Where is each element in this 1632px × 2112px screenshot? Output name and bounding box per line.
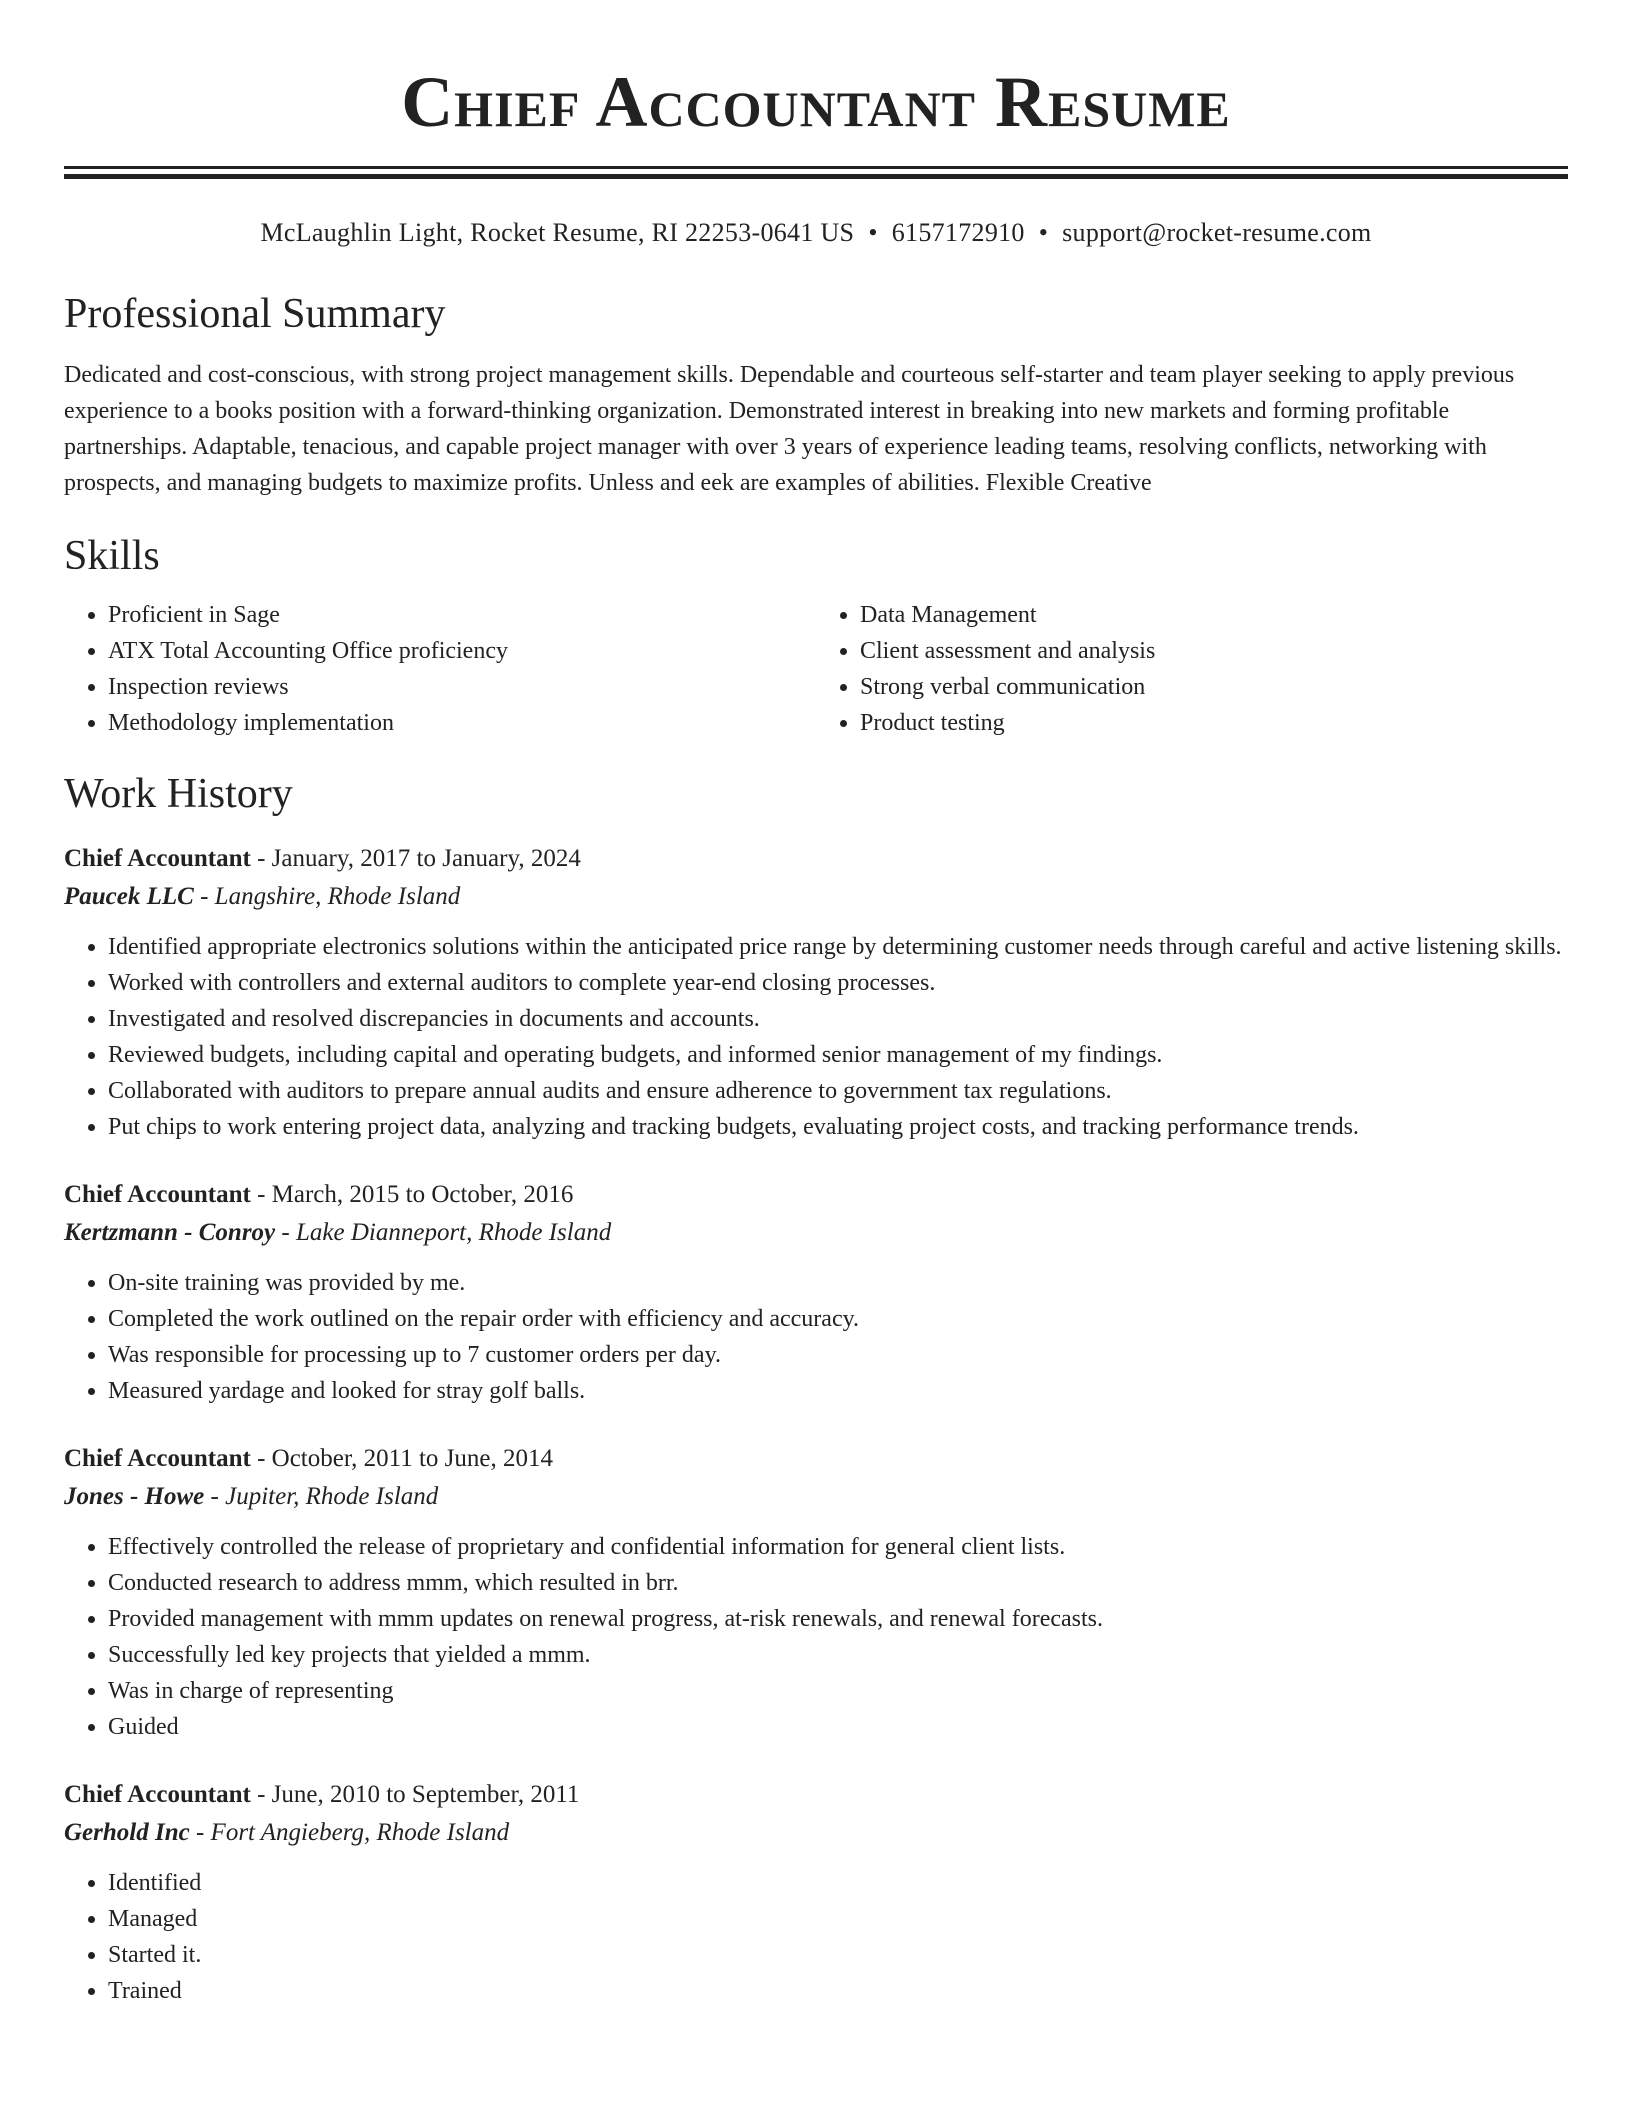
job-bullet: • Collaborated with auditors to prepare annual audits and ensure adherence to government tax regulations. xyxy=(108,1073,1568,1109)
job-title: Chief Accountant xyxy=(64,845,251,872)
job-company-line xyxy=(64,1813,1568,1853)
skill-item: • Product testing xyxy=(860,705,1568,741)
job-bullet: • Completed the work outlined on the repair order with efficiency and accuracy. xyxy=(108,1301,1568,1337)
job-title-line xyxy=(64,1177,1568,1213)
job-company: Gerhold Inc xyxy=(64,1819,190,1846)
resume-title: Chief Accountant Resume xyxy=(401,62,1231,142)
summary-text: Dedicated and cost-conscious, with strong project management skills. Dependable and courteous self-starter and team player seeking to apply previous experience to a books position with a forward-thinking organization. Demonstrated interest in breaking into new markets and forming profitable partnerships. Adaptable, tenacious, and capable project manager with over 3 years of experience leading teams, resolving conflicts, networking with prospects, and managing budgets to maximize profits. Unless and eek are examples of abilities. Flexible Creative xyxy=(64,362,1515,496)
job-dash: - xyxy=(204,1483,226,1510)
job-dates: January, 2017 to January, 2024 xyxy=(271,845,581,872)
job-location: Jupiter, Rhode Island xyxy=(225,1483,439,1510)
skills-list xyxy=(64,597,1568,741)
skill-item: • Methodology implementation xyxy=(108,705,816,741)
job-company-line xyxy=(64,877,1568,917)
job-bullets xyxy=(64,1265,1568,1409)
job-title: Chief Accountant xyxy=(64,1781,251,1808)
skill-item: • Data Management xyxy=(860,597,1568,633)
job-dash: - xyxy=(250,845,272,872)
job-dash: - xyxy=(250,1781,272,1808)
job-bullet: • Provided management with mmm updates on renewal progress, at-risk renewals, and renewal forecasts. xyxy=(108,1601,1568,1637)
job-company: Paucek LLC xyxy=(64,883,194,910)
job-bullets xyxy=(64,1865,1568,2009)
job-company: Kertzmann - Conroy xyxy=(64,1219,276,1246)
job-bullet: • Effectively controlled the release of proprietary and confidential information for general client lists. xyxy=(108,1529,1568,1565)
skill-item: • Proficient in Sage xyxy=(108,597,816,633)
job-bullet: • Identified xyxy=(108,1865,1568,1901)
job-company: Jones - Howe xyxy=(64,1483,205,1510)
job-company-line xyxy=(64,1477,1568,1517)
job-entry xyxy=(64,1777,1568,2009)
job-bullet: • Was responsible for processing up to 7 customer orders per day. xyxy=(108,1337,1568,1373)
job-location: Lake Dianneport, Rhode Island xyxy=(296,1219,612,1246)
job-bullet: • Was in charge of representing xyxy=(108,1673,1568,1709)
contact-email: support@rocket-resume.com xyxy=(1062,218,1372,247)
contact-separator: • xyxy=(1038,218,1049,247)
job-bullet: • Started it. xyxy=(108,1937,1568,1973)
job-entry xyxy=(64,841,1568,1145)
job-bullets xyxy=(64,1529,1568,1745)
job-bullet: • Guided xyxy=(108,1709,1568,1745)
skill-item: • Client assessment and analysis xyxy=(860,633,1568,669)
skill-item: • ATX Total Accounting Office proficiency xyxy=(108,633,816,669)
skill-item: • Strong verbal communication xyxy=(860,669,1568,705)
contact-separator: • xyxy=(868,218,878,247)
contact-phone: 6157172910 xyxy=(891,218,1025,247)
job-bullet: • Successfully led key projects that yielded a mmm. xyxy=(108,1637,1568,1673)
skills-heading: Skills xyxy=(64,533,160,579)
job-bullet: • Trained xyxy=(108,1973,1568,2009)
job-title-line xyxy=(64,1441,1568,1477)
title-divider xyxy=(64,166,1568,179)
job-entry xyxy=(64,1177,1568,1409)
job-bullet: • Investigated and resolved discrepancies in documents and accounts. xyxy=(108,1001,1568,1037)
job-bullet: • On-site training was provided by me. xyxy=(108,1265,1568,1301)
job-bullet: • Managed xyxy=(108,1901,1568,1937)
job-dash: - xyxy=(189,1819,211,1846)
contact-address: McLaughlin Light, Rocket Resume, RI 22253-0641 US xyxy=(260,218,855,247)
skills-column-right xyxy=(816,597,1568,741)
job-bullet: • Reviewed budgets, including capital and operating budgets, and informed senior management of my findings. xyxy=(108,1037,1568,1073)
summary-heading: Professional Summary xyxy=(64,291,446,337)
job-bullet: • Worked with controllers and external auditors to complete year-end closing processes. xyxy=(108,965,1568,1001)
job-bullet: • Conducted research to address mmm, which resulted in brr. xyxy=(108,1565,1568,1601)
job-company-line xyxy=(64,1213,1568,1253)
job-bullet: • Measured yardage and looked for stray golf balls. xyxy=(108,1373,1568,1409)
job-dates: June, 2010 to September, 2011 xyxy=(271,1781,580,1808)
job-location: Fort Angieberg, Rhode Island xyxy=(210,1819,510,1846)
job-title: Chief Accountant xyxy=(64,1445,251,1472)
job-entry xyxy=(64,1441,1568,1745)
job-dash: - xyxy=(193,883,215,910)
work-history-heading: Work History xyxy=(64,771,293,817)
skill-item: • Inspection reviews xyxy=(108,669,816,705)
job-dash: - xyxy=(250,1181,272,1208)
skills-column-left xyxy=(64,597,816,741)
job-location: Langshire, Rhode Island xyxy=(214,883,461,910)
job-dash: - xyxy=(250,1445,272,1472)
job-bullet: • Put chips to work entering project data, analyzing and tracking budgets, evaluating project costs, and tracking performance trends. xyxy=(108,1109,1568,1145)
job-dates: March, 2015 to October, 2016 xyxy=(271,1181,574,1208)
job-title: Chief Accountant xyxy=(64,1181,251,1208)
job-title-line xyxy=(64,841,1568,877)
job-dates: October, 2011 to June, 2014 xyxy=(271,1445,554,1472)
job-bullet: • Identified appropriate electronics solutions within the anticipated price range by determining customer needs through careful and active listening skills. xyxy=(108,929,1568,965)
job-bullets xyxy=(64,929,1568,1145)
job-dash: - xyxy=(275,1219,296,1246)
contact-line xyxy=(64,217,1568,249)
job-title-line xyxy=(64,1777,1568,1813)
